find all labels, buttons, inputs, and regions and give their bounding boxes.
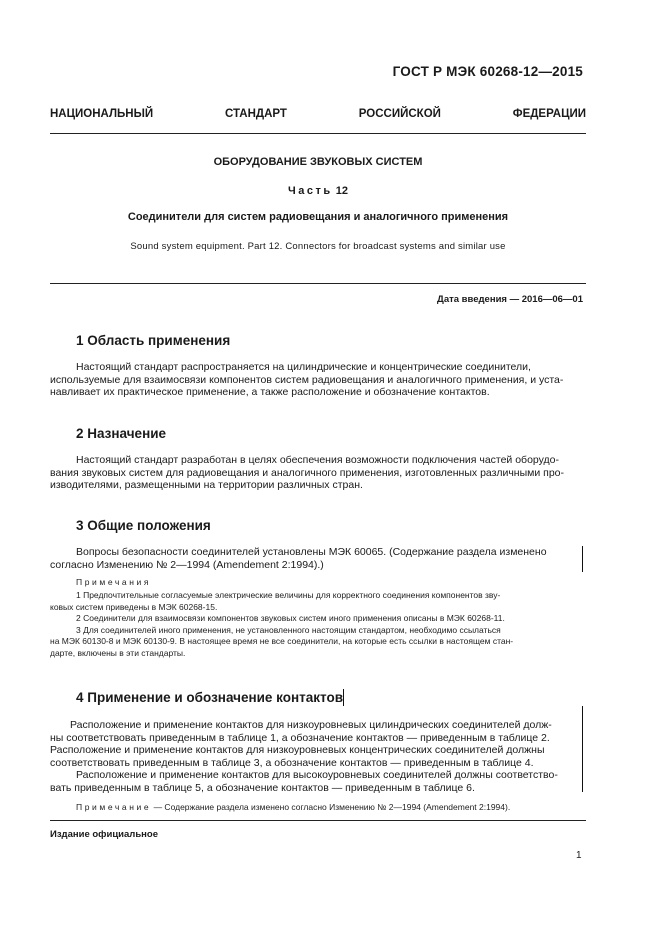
s1-line-2: используемые для взаимосвязи компонентов систем радиовещания и аналогичного применения, и уста- — [50, 373, 564, 386]
part-number: 12 — [335, 185, 348, 197]
section-2-body — [50, 454, 586, 492]
section-1-body — [50, 361, 586, 399]
heading-change-bar — [343, 689, 344, 706]
publication-mark: Издание официальное — [50, 829, 158, 840]
note-line-4: 3 Для соединителей иного применения, не установленного настоящим стандартом, необходимо ссылаться — [76, 624, 501, 635]
note-line-6: дарте, включены в эти стандарты. — [50, 647, 186, 658]
note-word: Примечание — [76, 802, 152, 812]
section-3-heading: 3 Общие положения — [76, 518, 211, 533]
introduction-date: Дата введения — 2016—06—01 — [437, 294, 583, 305]
s3-line-1: Вопросы безопасности соединителей установлены МЭК 60065. (Содержание раздела изменено — [76, 546, 547, 558]
note-line-3: 2 Соединители для взаимосвязи компонентов звуковых систем иного применения описаны в МЭК 60268-11. — [76, 613, 505, 623]
header-rule — [50, 133, 586, 134]
note-text: — Содержание раздела изменено согласно Изменению № 2—1994 (Amendement 2:1994). — [151, 802, 511, 812]
notes-heading: Примечания — [76, 577, 152, 587]
section-4-heading: 4 Применение и обозначение контактов — [76, 690, 344, 705]
section-4-change-bar — [582, 706, 583, 792]
page-number: 1 — [576, 850, 582, 861]
s2-line-3: изводителями, размещенными на территории различных стран. — [50, 479, 363, 491]
note-line-5: на МЭК 60130-8 и МЭК 60130-9. В настоящее время не все соединители, на которые есть ссылки в настоящем стан- — [50, 636, 514, 646]
section-3-body — [50, 546, 578, 571]
section-4-body — [50, 719, 578, 794]
note-line-2: ковых систем приведены в МЭК 60268-15. — [50, 601, 218, 612]
standard-title: ОБОРУДОВАНИЕ ЗВУКОВЫХ СИСТЕМ — [213, 156, 423, 168]
document-code: ГОСТ Р МЭК 60268-12—2015 — [392, 64, 583, 79]
section-3-notes — [50, 590, 586, 659]
s1-line-1: Настоящий стандарт распространяется на цилиндрические и концентрические соединители, — [76, 361, 531, 373]
s2-line-2: вания звуковых систем для радиовещания и аналогичного применения, изготовленных различными про- — [50, 466, 565, 479]
s1-line-3: навливает их практическое применение, а также расположение и обозначение контактов. — [50, 386, 490, 398]
english-title: Sound system equipment. Part 12. Connectors for broadcast systems and similar use — [130, 241, 506, 252]
s4-line-1: Расположение и применение контактов для низкоуровневых цилиндрических соединителей долж- — [70, 719, 552, 731]
s4-line-2: ны соответствовать приведенным в таблице 1, а обозначение контактов — приведенным в таблице 2. — [50, 731, 550, 744]
part-label — [50, 185, 586, 197]
s3-line-2: согласно Изменению № 2—1994 (Amendement 2:1994).) — [50, 558, 324, 571]
note-line-1: 1 Предпочтительные согласуемые электрические величины для корректного соединения компонентов зву- — [76, 590, 501, 600]
change-bar — [582, 546, 583, 572]
s4-line-6: вать приведенным в таблице 5, а обозначение контактов — приведенным в таблице 6. — [50, 781, 475, 794]
s4-line-3: Расположение и применение контактов для низкоуровневых концентрических соединителей должны — [50, 744, 545, 756]
footer-rule — [50, 820, 586, 821]
national-standard-banner — [50, 108, 586, 120]
national-standard-text: НАЦИОНАЛЬНЫЙ СТАНДАРТ РОССИЙСКОЙ ФЕДЕРАЦИИ — [50, 108, 586, 120]
s4-line-4: соответствовать приведенным в таблице 3, а обозначение контактов — приведенным в таблице 4. — [50, 756, 534, 769]
standard-subtitle: Соединители для систем радиовещания и аналогичного применения — [127, 211, 509, 223]
section-1-heading: 1 Область применения — [76, 333, 231, 348]
s4-line-5: Расположение и применение контактов для высокоуровневых соединителей должны соответство- — [76, 769, 558, 781]
s2-line-1: Настоящий стандарт разработан в целях обеспечения возможности подключения частей оборудо- — [76, 454, 559, 466]
part-word: Часть — [288, 185, 333, 197]
section-4-note — [76, 802, 586, 814]
section-2-heading: 2 Назначение — [76, 426, 167, 441]
title-rule — [50, 283, 586, 284]
